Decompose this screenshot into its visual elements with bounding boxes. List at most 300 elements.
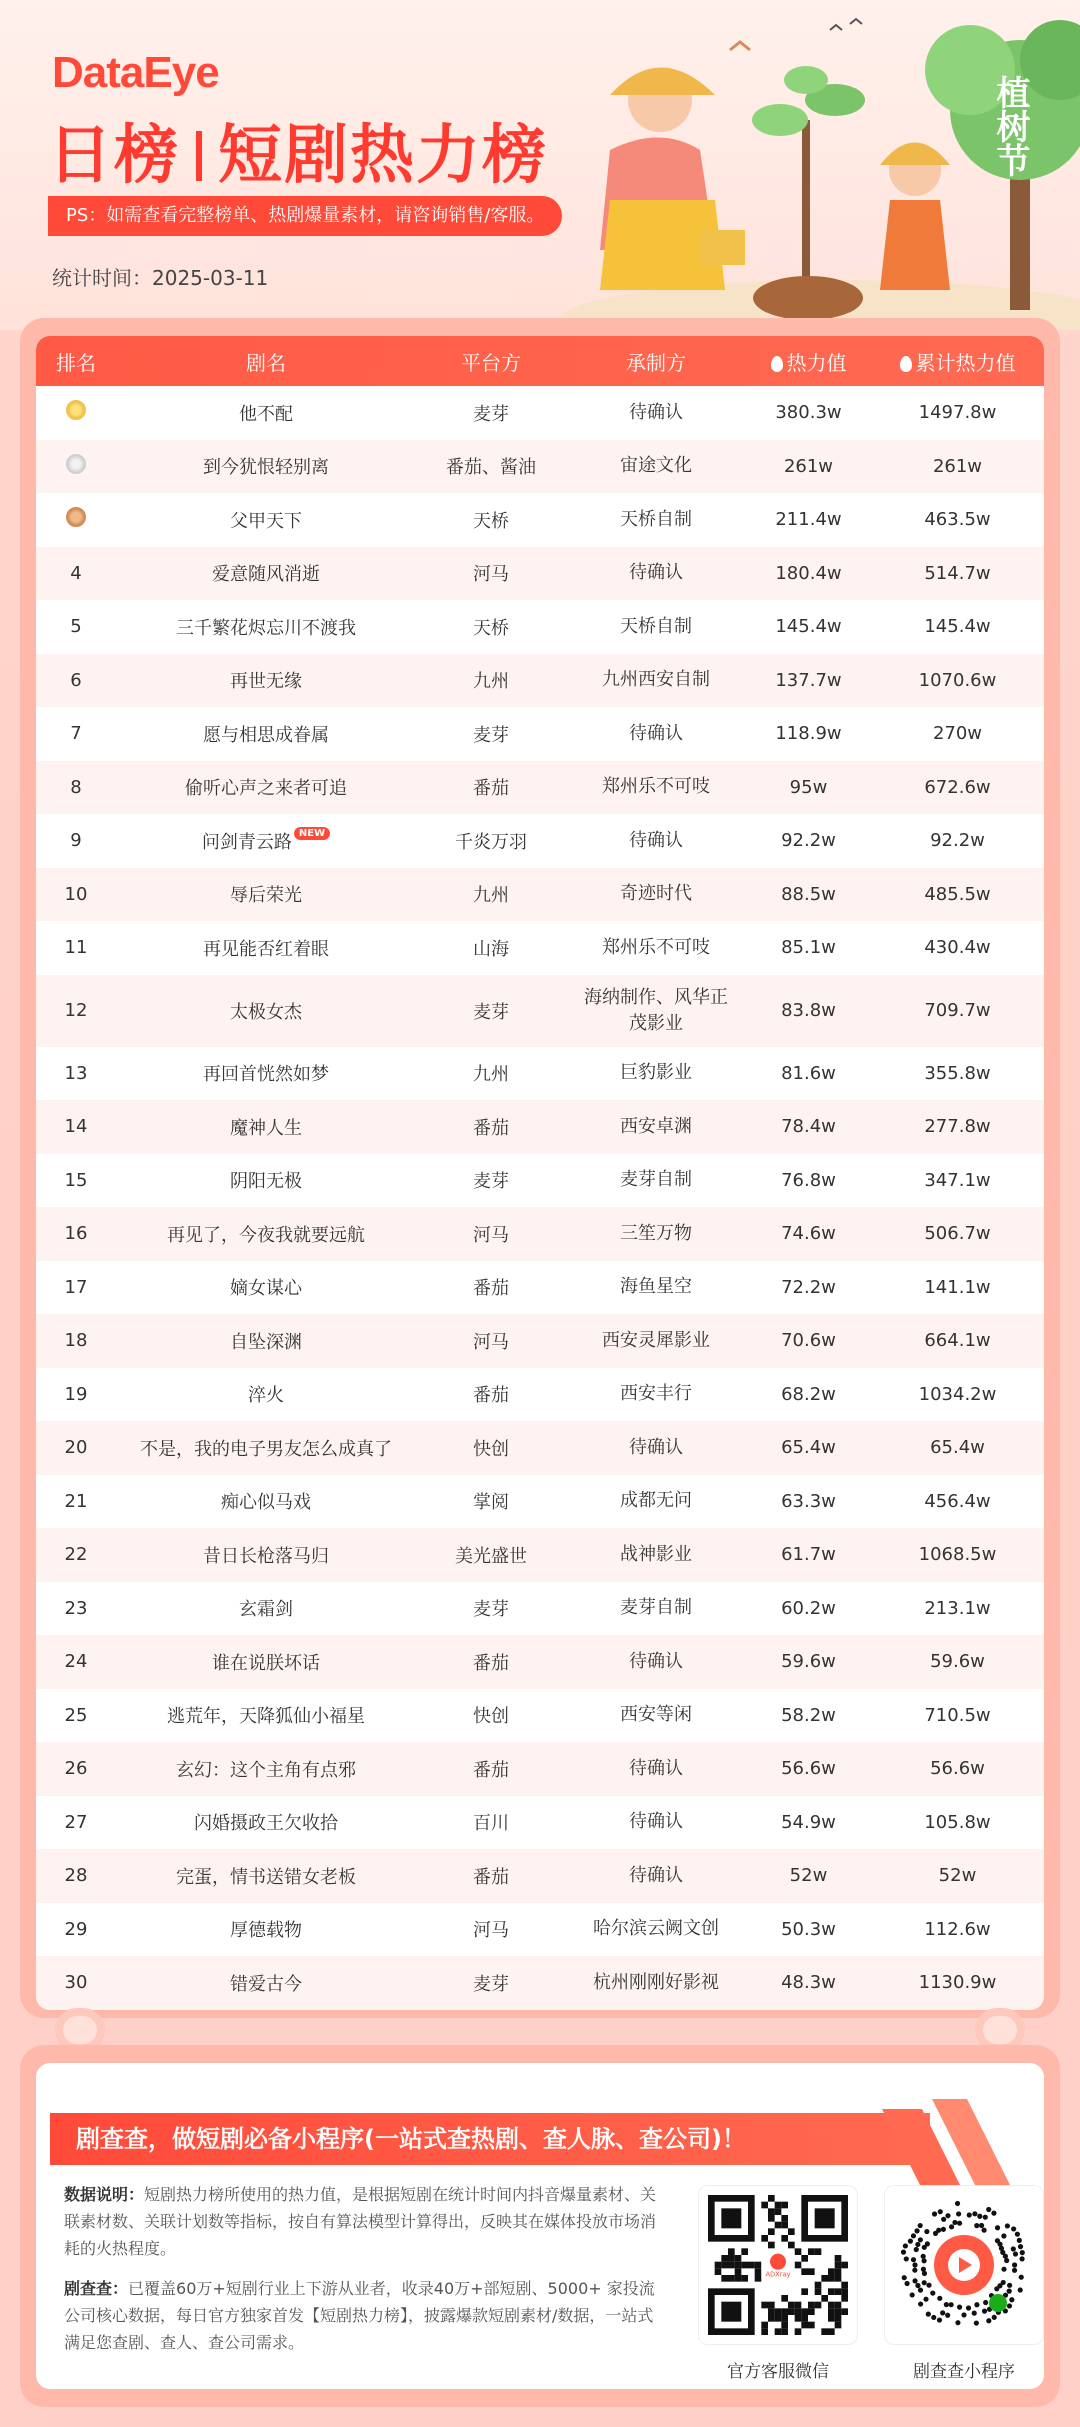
producer-name: 待确认: [629, 562, 683, 584]
platform-cell: 快创: [473, 1706, 509, 1728]
producer-name: 西安卓渊: [620, 1115, 692, 1137]
heat-cell: 70.6w: [781, 1330, 836, 1352]
wechat-qr-label: 官方客服微信: [727, 2362, 829, 2382]
table-row[interactable]: [36, 1100, 1044, 1154]
producer-name: 海鱼星空: [620, 1276, 692, 1298]
drama-name-cell: [116, 1328, 416, 1354]
heat-cell: 48.3w: [781, 1972, 836, 1994]
drama-name-cell: [116, 667, 416, 693]
total-heat-cell: 1034.2w: [918, 1383, 997, 1405]
drama-name: 再见能否红着眼: [203, 938, 329, 960]
rank-cell: 27: [64, 1811, 88, 1833]
producer-cell: [566, 1916, 746, 1942]
miniprogram-qr-block[interactable]: [884, 2185, 1044, 2382]
miniprogram-qr-label: 剧查查小程序: [913, 2362, 1015, 2382]
col-rank: 排名: [56, 350, 96, 375]
jcc-note: [64, 2275, 664, 2356]
producer-cell: [566, 828, 746, 854]
heat-cell: 68.2w: [781, 1383, 836, 1405]
producer-name: 宙途文化: [620, 455, 692, 477]
platform-cell: 番茄: [473, 1117, 509, 1139]
qr-code-icon: [708, 2195, 848, 2335]
heat-cell: 61.7w: [781, 1544, 836, 1566]
drama-name: 辱后荣光: [230, 885, 302, 907]
total-heat-cell: 514.7w: [924, 562, 991, 584]
platform-cell: 番茄: [473, 1385, 509, 1407]
total-heat-cell: 1068.5w: [918, 1544, 997, 1566]
drama-name-cell: [116, 560, 416, 586]
producer-cell: [566, 560, 746, 586]
platform-cell: 麦芽: [473, 724, 509, 746]
drama-name-cell: [116, 1274, 416, 1300]
table-row[interactable]: [36, 1154, 1044, 1208]
producer-name: 麦芽自制: [620, 1169, 692, 1191]
drama-name: 再回首恍然如梦: [203, 1064, 329, 1086]
total-heat-cell: 270w: [932, 723, 983, 745]
producer-name: 待确认: [629, 1436, 683, 1458]
rank-cell: 10: [64, 883, 88, 905]
drama-name-cell: [116, 1809, 416, 1835]
producer-name: 郑州乐不可吱: [602, 776, 710, 798]
producer-name: 九州西安自制: [602, 669, 710, 691]
qr-logo-text: ADXray: [765, 2270, 791, 2279]
title-daily: 日榜: [48, 119, 180, 193]
rank-cell: 8: [70, 776, 82, 798]
total-heat-cell: 277.8w: [924, 1116, 991, 1138]
platform-cell: 河马: [473, 1224, 509, 1246]
rank-cell: 25: [64, 1704, 88, 1726]
drama-name: 逃荒年，天降狐仙小福星: [167, 1706, 365, 1728]
rank-cell: 21: [64, 1490, 88, 1512]
drama-name: 玄幻：这个主角有点邪: [176, 1759, 356, 1781]
total-heat-cell: 710.5w: [924, 1704, 991, 1726]
platform-cell: 山海: [473, 938, 509, 960]
table-row[interactable]: [36, 386, 1044, 440]
producer-cell: [566, 1863, 746, 1889]
bronze-medal-icon: [66, 507, 86, 527]
platform-cell: 番茄: [473, 1759, 509, 1781]
rank-cell: 11: [64, 937, 88, 959]
platform-cell: 麦芽: [473, 403, 509, 425]
producer-name: 成都无问: [620, 1490, 692, 1512]
producer-name: 巨豹影业: [620, 1062, 692, 1084]
heat-cell: 180.4w: [775, 562, 842, 584]
producer-name: 待确认: [629, 1757, 683, 1779]
drama-name-cell: [116, 827, 416, 854]
platform-cell: 百川: [473, 1813, 509, 1835]
table-row[interactable]: [36, 493, 1044, 547]
total-heat-cell: 141.1w: [924, 1276, 991, 1298]
platform-cell: 九州: [473, 1064, 509, 1086]
total-heat-cell: 355.8w: [924, 1062, 991, 1084]
platform-cell: 美光盛世: [455, 1545, 527, 1567]
rank-cell: 16: [64, 1223, 88, 1245]
total-heat-cell: 1130.9w: [918, 1972, 997, 1994]
platform-cell: 麦芽: [473, 1973, 509, 1995]
producer-cell: [566, 453, 746, 479]
drama-name: 偷听心声之来者可追: [185, 778, 347, 800]
drama-name-cell: [116, 453, 416, 479]
producer-name: 杭州刚刚好影视: [593, 1971, 719, 1993]
platform-cell: 番茄: [473, 1866, 509, 1888]
heat-cell: 63.3w: [781, 1490, 836, 1512]
table-row[interactable]: [36, 547, 1044, 601]
banner-stripes-decoration: [882, 2099, 1022, 2189]
drama-name-cell: [116, 721, 416, 747]
data-note-text: 短剧热力榜所使用的热力值，是根据短剧在统计时间内抖音爆量素材、关联素材数、关联计划数等指标，按自有算法模型计算得出，反映其在媒体投放市场消耗的火热程度。: [64, 2185, 657, 2258]
table-row[interactable]: [36, 1475, 1044, 1529]
rank-cell: 24: [64, 1651, 88, 1673]
table-row[interactable]: [36, 921, 1044, 975]
wechat-qr-block[interactable]: [698, 2185, 858, 2382]
platform-cell: 九州: [473, 671, 509, 693]
total-heat-cell: 456.4w: [924, 1490, 991, 1512]
producer-cell: [566, 1274, 746, 1300]
rank-cell: [36, 400, 116, 425]
producer-name: 哈尔滨云阙文创: [593, 1918, 719, 1940]
fire-icon: [771, 356, 783, 372]
drama-name-cell: [116, 1595, 416, 1621]
drama-name-cell: [116, 1756, 416, 1782]
drama-name: 到今犹恨轻别离: [203, 457, 329, 479]
producer-cell: [566, 881, 746, 907]
heat-cell: 83.8w: [781, 1000, 836, 1021]
producer-cell: [566, 1221, 746, 1247]
total-heat-cell: 213.1w: [924, 1597, 991, 1619]
table-row[interactable]: [36, 1207, 1044, 1261]
table-row[interactable]: [36, 1528, 1044, 1582]
total-heat-cell: 65.4w: [930, 1437, 985, 1459]
total-heat-cell: 56.6w: [930, 1758, 985, 1780]
rank-cell: [36, 454, 116, 479]
title-separator: [196, 131, 202, 181]
drama-name-cell: [116, 1649, 416, 1675]
table-row[interactable]: [36, 707, 1044, 761]
platform-cell: 河马: [473, 1331, 509, 1353]
table-row[interactable]: [36, 1582, 1044, 1636]
platform-cell: 快创: [473, 1438, 509, 1460]
producer-cell: [566, 507, 746, 533]
col-name: 剧名: [246, 350, 286, 375]
platform-cell: 番茄: [473, 778, 509, 800]
drama-name-cell: [116, 1167, 416, 1193]
rank-cell: 29: [64, 1918, 88, 1940]
heat-cell: 72.2w: [781, 1276, 836, 1298]
drama-name-cell: [116, 1381, 416, 1407]
producer-cell: [566, 1542, 746, 1568]
rank-cell: 12: [64, 1000, 88, 1021]
drama-name: 愿与相思成眷属: [203, 724, 329, 746]
drama-name-cell: [116, 1916, 416, 1942]
stat-time: 统计时间：2025-03-11: [52, 266, 269, 290]
platform-cell: 河马: [473, 1920, 509, 1942]
drama-name-cell: [116, 1863, 416, 1889]
new-badge: NEW: [294, 827, 330, 840]
heat-cell: 50.3w: [781, 1918, 836, 1940]
total-heat-cell: 664.1w: [924, 1330, 991, 1352]
rank-cell: 5: [70, 616, 82, 638]
drama-name-cell: [116, 1435, 416, 1461]
table-row[interactable]: [36, 1635, 1044, 1689]
jcc-note-label: 剧查查：: [64, 2279, 129, 2298]
col-producer: 承制方: [626, 350, 686, 375]
rank-cell: 15: [64, 1169, 88, 1191]
total-heat-cell: 1070.6w: [918, 669, 997, 691]
producer-cell: [566, 1970, 746, 1996]
drama-name: 再见了，今夜我就要远航: [167, 1224, 365, 1246]
producer-cell: [566, 1702, 746, 1728]
arbor-day-illustration: [540, 0, 1080, 330]
col-heat-label: 热力值: [786, 350, 847, 375]
producer-cell: [566, 400, 746, 426]
title-main: 短剧热力榜: [218, 119, 548, 193]
heat-cell: 60.2w: [781, 1597, 836, 1619]
table-row[interactable]: [36, 1421, 1044, 1475]
producer-name: 西安丰行: [620, 1383, 692, 1405]
producer-name: 三笙万物: [620, 1222, 692, 1244]
heat-cell: 58.2w: [781, 1704, 836, 1726]
platform-cell: 河马: [473, 564, 509, 586]
festival-text: 植树节: [990, 75, 1030, 177]
rank-cell: 14: [64, 1116, 88, 1138]
drama-name: 淬火: [248, 1385, 284, 1407]
platform-cell: 麦芽: [473, 1001, 509, 1023]
rank-cell: 23: [64, 1597, 88, 1619]
data-note: [64, 2181, 664, 2262]
platform-cell: 番茄、酱油: [446, 457, 536, 479]
total-heat-cell: 506.7w: [924, 1223, 991, 1245]
platform-cell: 千炎万羽: [455, 831, 527, 853]
data-note-label: 数据说明：: [64, 2185, 145, 2204]
heat-cell: 88.5w: [781, 883, 836, 905]
total-heat-cell: 430.4w: [924, 937, 991, 959]
drama-name: 错爱古今: [230, 1973, 302, 1995]
rank-cell: 28: [64, 1865, 88, 1887]
producer-cell: [566, 1328, 746, 1354]
table-row[interactable]: [36, 1689, 1044, 1743]
heat-cell: 85.1w: [781, 937, 836, 959]
producer-name: 待确认: [629, 1811, 683, 1833]
drama-name: 自坠深渊: [230, 1331, 302, 1353]
ps-notice: PS：如需查看完整榜单、热剧爆量素材，请咨询销售/客服。: [48, 196, 562, 236]
drama-name-cell: [116, 1542, 416, 1568]
drama-name: 闪婚摄政王欠收拾: [194, 1813, 338, 1835]
heat-cell: 95w: [789, 776, 828, 798]
drama-name-cell: [116, 1221, 416, 1247]
producer-name: 待确认: [629, 722, 683, 744]
heat-cell: 92.2w: [781, 830, 836, 852]
rank-cell: 20: [64, 1437, 88, 1459]
drama-name-cell: [116, 507, 416, 533]
rank-cell: 30: [64, 1972, 88, 1994]
col-total-heat-label: 累计热力值: [915, 350, 1016, 375]
platform-cell: 麦芽: [473, 1171, 509, 1193]
total-heat-cell: 463.5w: [924, 509, 991, 531]
producer-cell: [566, 1114, 746, 1140]
drama-name-cell: [116, 1488, 416, 1514]
drama-name: 谁在说朕坏话: [212, 1652, 320, 1674]
total-heat-cell: 92.2w: [930, 830, 985, 852]
drama-name-cell: [116, 1702, 416, 1728]
header: [0, 0, 1080, 330]
drama-name: 父甲天下: [230, 510, 302, 532]
producer-cell: [566, 614, 746, 640]
drama-name: 阴阳无极: [230, 1171, 302, 1193]
col-total-heat: [871, 347, 1044, 376]
rank-cell: 7: [70, 723, 82, 745]
heat-cell: 76.8w: [781, 1169, 836, 1191]
producer-cell: [566, 1167, 746, 1193]
heat-cell: 380.3w: [775, 402, 842, 424]
platform-cell: 番茄: [473, 1652, 509, 1674]
producer-cell: [566, 1060, 746, 1086]
platform-cell: 番茄: [473, 1278, 509, 1300]
producer-name: 待确认: [629, 401, 683, 423]
fire-icon: [900, 356, 912, 372]
drama-name: 再世无缘: [230, 671, 302, 693]
rank-cell: 9: [70, 830, 82, 852]
table-row[interactable]: [36, 1742, 1044, 1796]
total-heat-cell: 105.8w: [924, 1811, 991, 1833]
producer-cell: [566, 1435, 746, 1461]
producer-cell: [566, 667, 746, 693]
total-heat-cell: 709.7w: [924, 1000, 991, 1021]
ranking-table: [36, 336, 1044, 2010]
heat-cell: 211.4w: [775, 509, 842, 531]
heat-cell: 52w: [789, 1865, 828, 1887]
platform-cell: 九州: [473, 885, 509, 907]
heat-cell: 145.4w: [775, 616, 842, 638]
col-heat: [746, 347, 871, 376]
heat-cell: 74.6w: [781, 1223, 836, 1245]
drama-name-cell: [116, 774, 416, 800]
wechat-qr-code[interactable]: [698, 2185, 858, 2345]
drama-name-cell: [116, 1970, 416, 1996]
drama-name: 问剑青云路: [201, 832, 292, 854]
gold-medal-icon: [66, 400, 86, 420]
table-row[interactable]: [36, 1903, 1044, 1957]
drama-name: 爱意随风消逝: [212, 564, 320, 586]
producer-cell: [566, 1381, 746, 1407]
rank-cell: 6: [70, 669, 82, 691]
rank-cell: 22: [64, 1544, 88, 1566]
producer-name: 郑州乐不可吱: [602, 936, 710, 958]
table-row[interactable]: [36, 600, 1044, 654]
producer-name: 西安等闲: [620, 1704, 692, 1726]
drama-name: 痴心似马戏: [221, 1492, 311, 1514]
producer-cell: [566, 774, 746, 800]
producer-name: 麦芽自制: [620, 1597, 692, 1619]
heat-cell: 65.4w: [781, 1437, 836, 1459]
table-row[interactable]: [36, 1261, 1044, 1315]
table-row[interactable]: [36, 761, 1044, 815]
page-title: [48, 104, 548, 196]
total-heat-cell: 261w: [932, 455, 983, 477]
drama-name: 三千繁花烬忘川不渡我: [176, 617, 356, 639]
platform-cell: 掌阅: [473, 1492, 509, 1514]
producer-name: 天桥自制: [620, 615, 692, 637]
producer-cell: [566, 1809, 746, 1835]
heat-cell: 54.9w: [781, 1811, 836, 1833]
producer-name: 战神影业: [620, 1543, 692, 1565]
drama-name: 他不配: [239, 403, 293, 425]
total-heat-cell: 52w: [938, 1865, 977, 1887]
drama-name: 厚德载物: [230, 1920, 302, 1942]
table-row[interactable]: [36, 1796, 1044, 1850]
rank-cell: 4: [70, 562, 82, 584]
table-row[interactable]: [36, 814, 1044, 868]
table-row[interactable]: [36, 1849, 1044, 1903]
rank-cell: 26: [64, 1758, 88, 1780]
miniprogram-code-icon: [894, 2195, 1034, 2335]
col-platform: 平台方: [461, 350, 521, 375]
producer-name: 西安灵犀影业: [602, 1329, 710, 1351]
total-heat-cell: 672.6w: [924, 776, 991, 798]
platform-cell: 麦芽: [473, 1599, 509, 1621]
producer-cell: [566, 1488, 746, 1514]
table-row[interactable]: [36, 1956, 1044, 2010]
producer-cell: [566, 721, 746, 747]
table-row[interactable]: [36, 440, 1044, 494]
drama-name: 太极女杰: [230, 1001, 302, 1023]
table-row[interactable]: [36, 868, 1044, 922]
table-header: [36, 336, 1044, 386]
producer-cell: [566, 985, 746, 1037]
drama-name: 魔神人生: [230, 1117, 302, 1139]
rank-cell: 19: [64, 1383, 88, 1405]
table-row[interactable]: [36, 1047, 1044, 1101]
rank-cell: [36, 507, 116, 532]
producer-cell: [566, 1756, 746, 1782]
total-heat-cell: 112.6w: [924, 1918, 991, 1940]
total-heat-cell: 485.5w: [924, 883, 991, 905]
table-row[interactable]: [36, 975, 1044, 1047]
total-heat-cell: 145.4w: [924, 616, 991, 638]
drama-name: 不是，我的电子男友怎么成真了: [140, 1438, 392, 1460]
drama-name: 嫡女谋心: [230, 1278, 302, 1300]
producer-cell: [566, 935, 746, 961]
drama-name-cell: [116, 881, 416, 907]
promo-inner: [36, 2063, 1044, 2389]
drama-name-cell: [116, 400, 416, 426]
producer-name: 待确认: [629, 829, 683, 851]
heat-cell: 81.6w: [781, 1062, 836, 1084]
drama-name-cell: [116, 935, 416, 961]
jcc-note-text: 已覆盖60万+短剧行业上下游从业者，收录40万+部短剧、5000+ 家投流公司核心数据，每日官方独家首发【短剧热力榜】，披露爆款短剧素材/数据，一站式满足您查剧、查人、查公司需求。: [64, 2279, 655, 2352]
heat-cell: 78.4w: [781, 1116, 836, 1138]
silver-medal-icon: [66, 454, 86, 474]
total-heat-cell: 59.6w: [930, 1651, 985, 1673]
platform-cell: 天桥: [473, 617, 509, 639]
promo-banner: 剧查查，做短剧必备小程序(一站式查热剧、查人脉、查公司)！: [50, 2113, 930, 2165]
table-row[interactable]: [36, 654, 1044, 708]
table-row[interactable]: [36, 1314, 1044, 1368]
total-heat-cell: 1497.8w: [918, 402, 997, 424]
heat-cell: 137.7w: [775, 669, 842, 691]
rank-cell: 13: [64, 1062, 88, 1084]
drama-name-cell: [116, 998, 416, 1024]
heat-cell: 261w: [783, 455, 834, 477]
promo-description: [64, 2181, 664, 2369]
producer-name: 海纳制作、风华正茂影业: [584, 986, 728, 1034]
drama-name-cell: [116, 614, 416, 640]
heat-cell: 59.6w: [781, 1651, 836, 1673]
heat-cell: 118.9w: [775, 723, 842, 745]
table-row[interactable]: [36, 1368, 1044, 1422]
miniprogram-qr-code[interactable]: [884, 2185, 1044, 2345]
platform-cell: 天桥: [473, 510, 509, 532]
producer-name: 天桥自制: [620, 508, 692, 530]
